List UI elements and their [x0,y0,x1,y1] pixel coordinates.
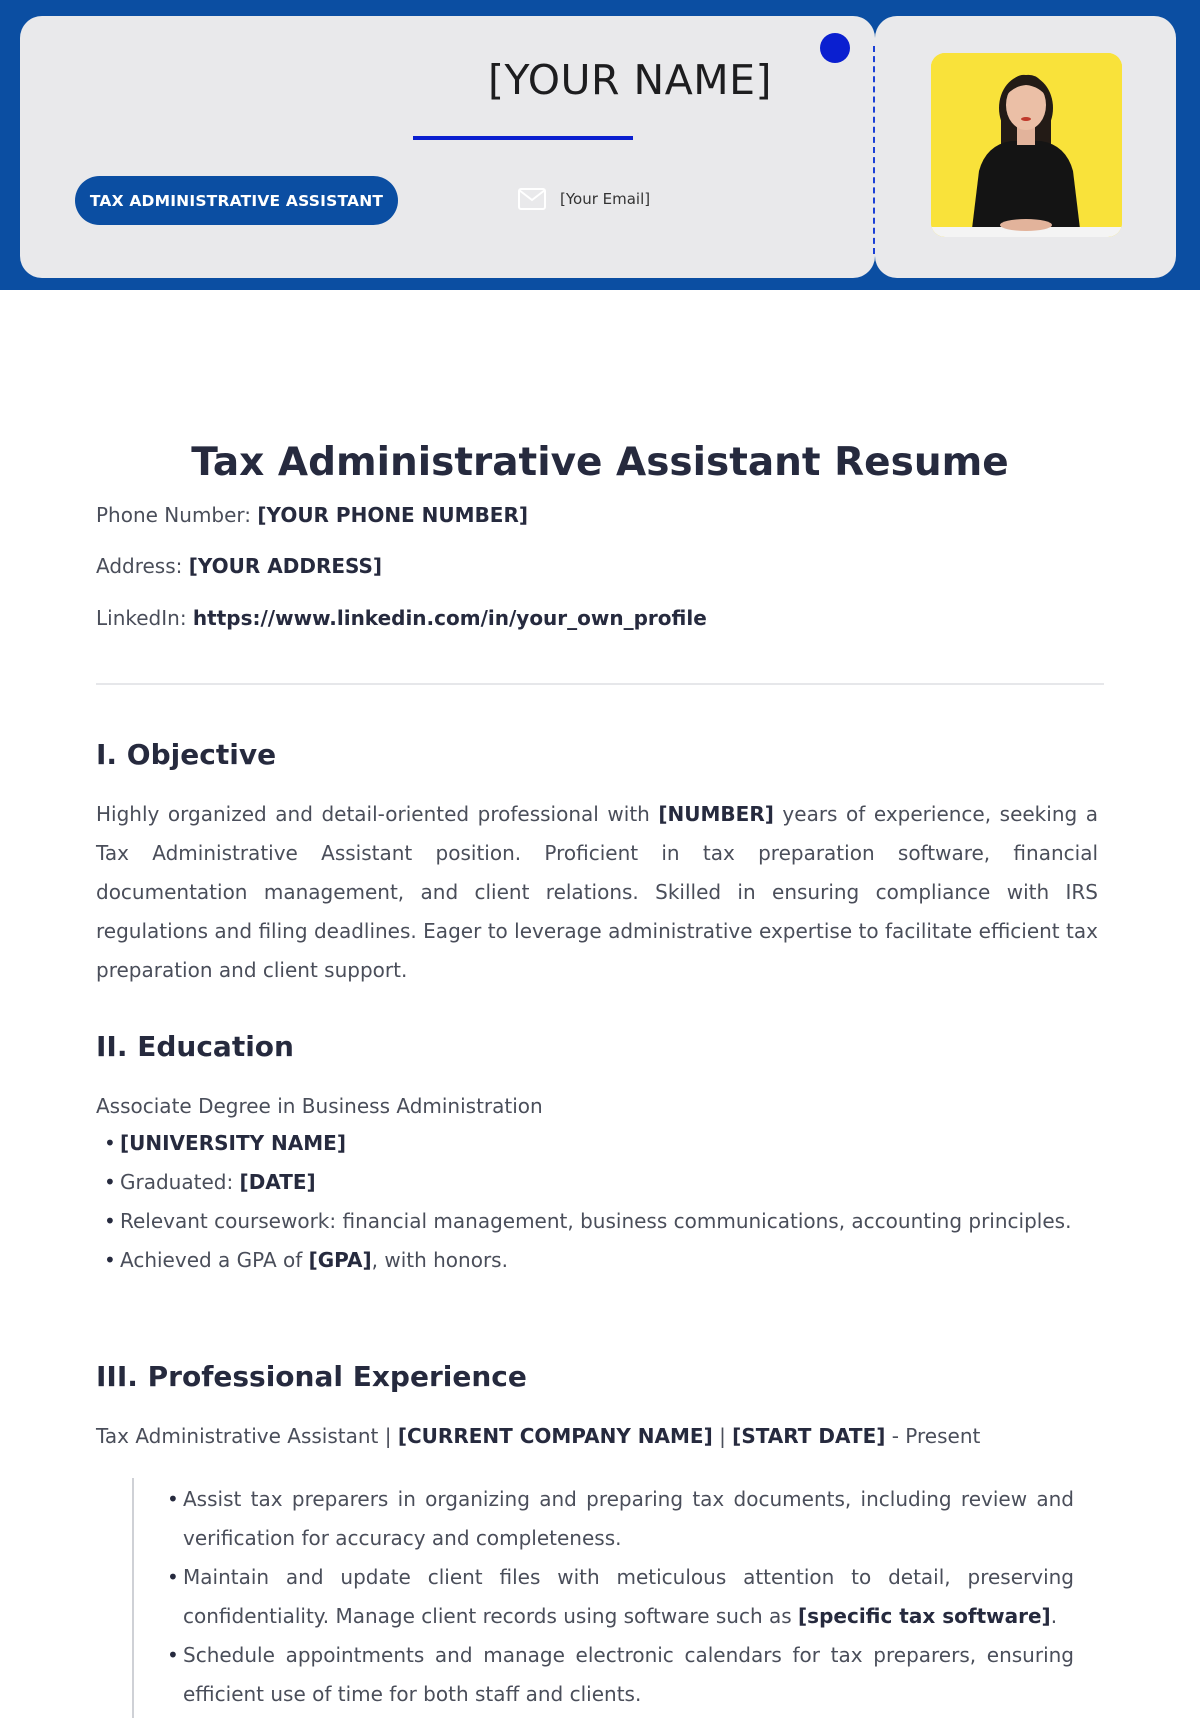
email-icon [518,188,546,210]
profile-photo [931,53,1122,237]
list-item: • Achieved a GPA of [GPA], with honors. [104,1241,1074,1280]
degree-text: Associate Degree in Business Administration [96,1094,543,1118]
role-badge: TAX ADMINISTRATIVE ASSISTANT [75,176,398,225]
linkedin-label: LinkedIn: [96,606,187,630]
dashed-divider [873,46,875,254]
experience-quote-bar [132,1478,134,1718]
linkedin-link[interactable]: https://www.linkedin.com/in/your_own_profile [192,606,707,630]
name-underline [413,136,633,140]
address-line [96,554,382,578]
education-list [104,1124,1074,1280]
email-text: [Your Email] [560,190,651,208]
document-title: Tax Administrative Assistant Resume [191,440,1009,485]
phone-label: Phone Number: [96,503,252,527]
linkedin-line [96,606,707,630]
address-label: Address: [96,554,183,578]
section-divider [96,683,1104,685]
address-value: [YOUR ADDRESS] [188,554,383,578]
objective-text: Highly organized and detail-oriented professional with [NUMBER] years of experience, seeking a Tax Administrative Assistant position. Proficient in tax preparation software, financial documentation management, and client relations. Skilled in ensuring compliance with IRS regulations and filing deadlines. Eager to leverage administrative expertise to facilitate efficient tax preparation and client support. [96,802,1099,982]
list-item: • Maintain and update client files with meticulous attention to detail, preserving confidentiality. Manage client records using software such as [specific tax software]. [167,1558,1074,1636]
list-item: • Relevant coursework: financial management, business communications, accounting principles. [104,1202,1074,1241]
phone-line [96,503,528,527]
candidate-name: [YOUR NAME] [487,56,773,104]
objective-heading: I. Objective [96,738,277,771]
email-row[interactable] [518,188,650,210]
list-item: • Graduated: [DATE] [104,1163,1074,1202]
job-line: Tax Administrative Assistant | [CURRENT COMPANY NAME] | [START DATE] - Present [96,1424,981,1448]
list-item: • Assist tax preparers in organizing and preparing tax documents, including review and verification for accuracy and completeness. [167,1480,1074,1558]
list-item: • [UNIVERSITY NAME] [104,1124,1074,1163]
education-heading: II. Education [96,1030,294,1063]
phone-value: [YOUR PHONE NUMBER] [257,503,529,527]
experience-heading: III. Professional Experience [96,1360,527,1393]
experience-list [167,1480,1074,1714]
list-item: • Schedule appointments and manage electronic calendars for tax preparers, ensuring efficient use of time for both staff and clients. [167,1636,1074,1714]
